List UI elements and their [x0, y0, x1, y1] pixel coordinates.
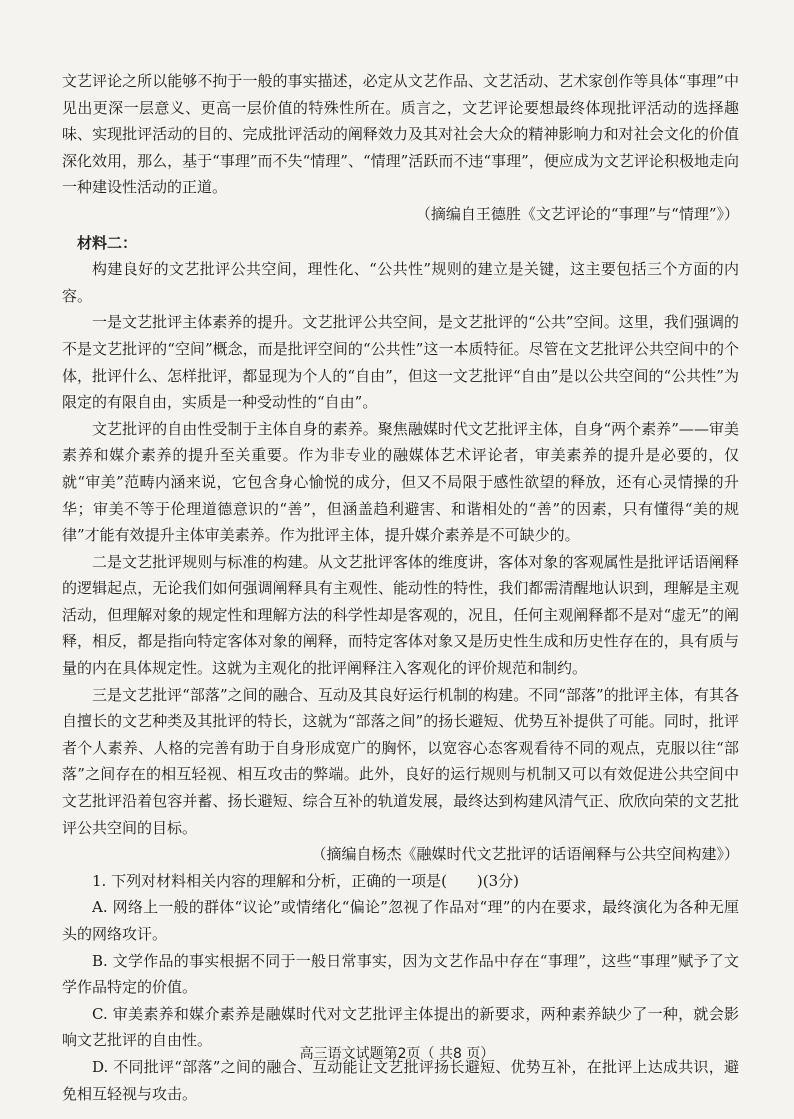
question-1-option-d: D. 不同批评“部落”之间的融合、互动能让文艺批评扬长避短、优势互补，在批评上达成共识，避免相互轻视与攻击。 — [62, 1057, 739, 1103]
material1-paragraph: 文艺评论之所以能够不拘于一般的事实描述，必定从文艺作品、文艺活动、艺术家创作等具体“事理”中见出更深一层意义、更高一层价值的特殊性所在。质言之，文艺评论要想最终体现批评活动的选择趣味、实现批评活动的目的、完成批评活动的阐释效力及其对社会大众的精神影响力和对社会文化的价值深化效用，那么，基于“事理”而不失“情理”、“情理”活跃而不违“事理”，便应成为文艺评论积极地走向一种建设性活动的正道。 — [62, 72, 739, 197]
material2-paragraph-1: 一是文艺批评主体素养的提升。文艺批评公共空间，是文艺批评的“公共”空间。这里，我们强调的不是文艺批评的“空间”概念，而是批评空间的“公共性”这一本质特征。尽管在文艺批评公共空间中的个体，批评什么、怎样批评，都显现为个人的“自由”，但这一文艺批评“自由”是以公共空间的“公共性”为限定的有限自由，实质是一种受动性的“自由”。 — [62, 313, 739, 412]
question-1-stem: 1. 下列对材料相关内容的理解和分析，正确的一项是( )(3分) — [92, 871, 520, 890]
material2-heading: 材料二： — [77, 233, 138, 252]
material2-paragraph-4: 三是文艺批评“部落”之间的融合、互动及其良好运行机制的构建。不同“部落”的批评主体，有其各自擅长的文艺种类及其批评的特长，这就为“部落之间”的扬长避短、优势互补提供了可能。同时，批评者个人素养、人格的完善有助于自身形成宽广的胸怀，以宽容心态客观看待不同的观点，克服以往“部落”之间存在的相互轻视、相互攻击的弊端。此外，良好的运行规则与机制又可以有效促进公共空间中文艺批评沿着包容并蓄、扬长避短、综合互补的轨道发展，最终达到构建风清气正、欣欣向荣的文艺批评公共空间的目标。 — [62, 685, 739, 837]
material2-paragraph-2: 文艺批评的自由性受制于主体自身的素养。聚焦融媒时代文艺批评主体，自身“两个素养”——审美素养和媒介素养的提升至关重要。作为非专业的融媒体艺术评论者，审美素养的提升是必要的，仅就“审美”范畴内涵来说，它包含身心愉悦的成分，但又不局限于感性欲望的释放，还有心灵情操的升华；审美不等于伦理道德意识的“善”，但涵盖趋利避害、和谐相处的“善”的因素，只有懂得“美的规律”才能有效提升主体审美素养。作为批评主体，提升媒介素养是不可缺少的。 — [62, 419, 739, 545]
question-1-option-c: C. 审美素养和媒介素养是融媒时代对文艺批评主体提出的新要求，两种素养缺少了一种，就会影响文艺批评的自由性。 — [62, 1004, 739, 1050]
material2-intro: 构建良好的文艺批评公共空间，理性化、“公共性”规则的建立是关键，这主要包括三个方面的内容。 — [62, 260, 739, 305]
page-footer: 高三语文试题第2页（ 共8 页） — [299, 1046, 495, 1062]
material2-source: （摘编自杨杰《融媒时代文艺批评的话语阐释与公共空间构建》） — [311, 845, 739, 864]
material2-paragraph-3: 二是文艺批评规则与标准的构建。从文艺批评客体的维度讲，客体对象的客观属性是批评话语阐释的逻辑起点，无论我们如何强调阐释具有主观性、能动性的特性，我们都需清醒地认识到，理解是主观活动，但理解对象的规定性和理解方法的科学性却是客观的，况且，任何主观阐释都不是对“虚无”的阐释，相反，都是指向特定客体对象的阐释，而特定客体对象又是历史性生成和历史性存在的，具有质与量的内在具体规定性。这就为主观化的批评阐释注入客观化的评价规范和制约。 — [62, 552, 739, 678]
question-1-option-b: B. 文学作品的事实根据不同于一般日常事实，因为文艺作品中存在“事理”，这些“事理”赋予了文学作品特定的价值。 — [62, 951, 739, 997]
question-1-option-a: A. 网络上一般的群体“议论”或情绪化“偏论”忽视了作品对“理”的内在要求，最终演化为各种无厘头的网络攻讦。 — [62, 898, 739, 943]
material1-source: （摘编自王德胜《文艺评论的“事理”与“情理”》） — [415, 204, 739, 223]
